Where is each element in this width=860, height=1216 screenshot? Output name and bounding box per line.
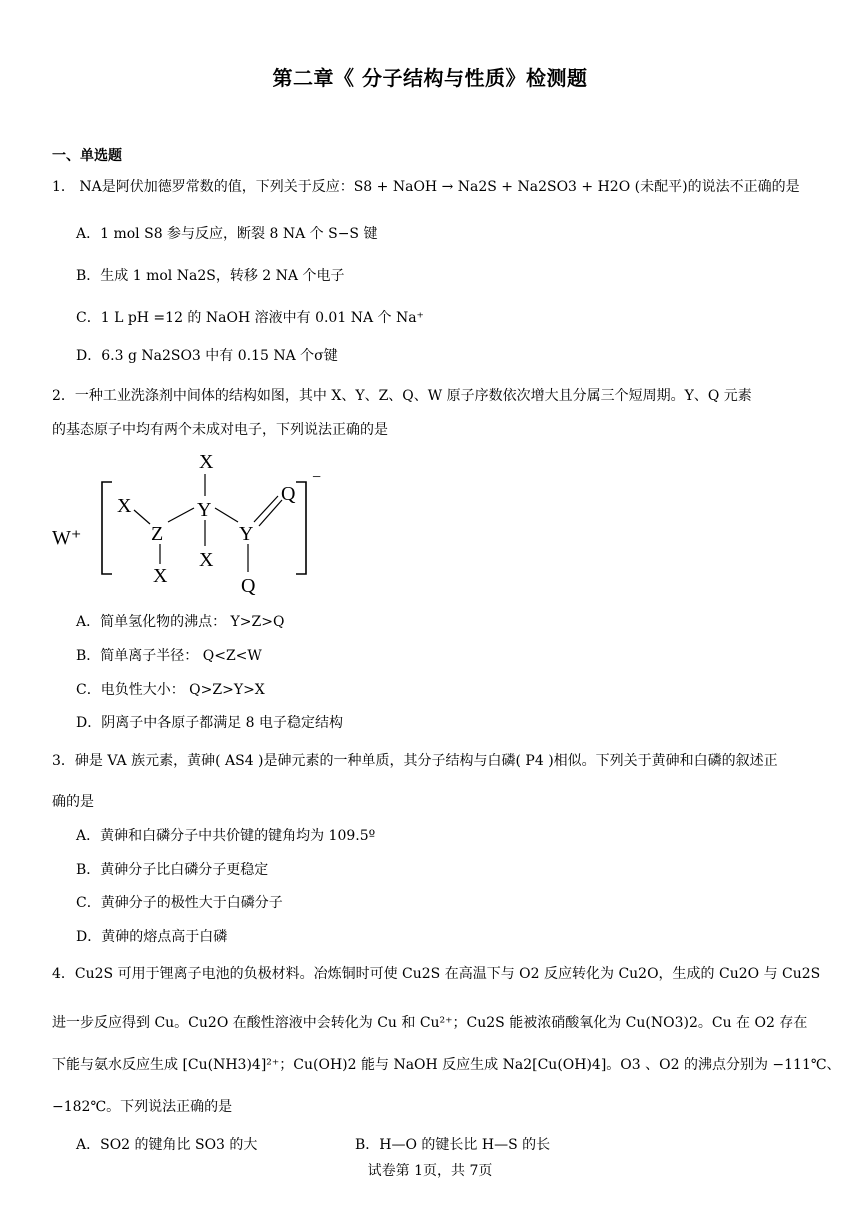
question-1-option-c: C．1 L pH =12 的 NaOH 溶液中有 0.01 NA 个 Na⁺ bbox=[76, 310, 424, 326]
page-footer: 试卷第 1页，共 7页 bbox=[367, 1163, 493, 1179]
question-4-option-b: B．H—O 的键长比 H—S 的长 bbox=[355, 1137, 551, 1153]
atom-y-right: Y bbox=[239, 523, 254, 545]
w-cation-label: W⁺ bbox=[52, 527, 82, 549]
question-3-stem-line-2: 确的是 bbox=[52, 794, 94, 810]
question-2-option-c: C．电负性大小： Q>Z>Y>X bbox=[76, 682, 265, 698]
question-2-option-d: D．阴离子中各原子都满足 8 电子稳定结构 bbox=[76, 715, 344, 731]
question-4-stem-line-1: 4．Cu2S 可用于锂离子电池的负极材料。冶炼铜时可使 Cu2S 在高温下与 O2 反应转化为 Cu2O，生成的 Cu2O 与 Cu2S bbox=[52, 966, 821, 982]
question-1-stem: 1． NA是阿伏加德罗常数的值，下列关于反应：S8 + NaOH → Na2S + Na2SO3 + H2O (未配平)的说法不正确的是 bbox=[52, 179, 800, 195]
question-3-option-b: B．黄砷分子比白磷分子更稳定 bbox=[76, 862, 269, 878]
atom-x-left: X bbox=[117, 495, 132, 517]
question-4-option-a: A．SO2 的键角比 SO3 的大 bbox=[76, 1137, 258, 1153]
question-3-stem-line-1: 3．砷是 VA 族元素，黄砷( AS4 )是砷元素的一种单质，其分子结构与白磷( P4 )相似。下列关于黄砷和白磷的叙述正 bbox=[52, 753, 778, 769]
atom-z: Z bbox=[151, 523, 164, 545]
atom-q-bottom: Q bbox=[241, 575, 256, 597]
atom-x-under-y: X bbox=[199, 549, 214, 571]
question-2-stem-line-1: 2．一种工业洗涤剂中间体的结构如图，其中 X、Y、Z、Q、W 原子序数依次增大且分属三个短周期。Y、Q 元素 bbox=[52, 388, 752, 404]
question-2-option-a: A．简单氢化物的沸点： Y>Z>Q bbox=[76, 614, 285, 630]
question-4-stem-line-3: 下能与氨水反应生成 [Cu(NH3)4]²⁺；Cu(OH)2 能与 NaOH 反应生成 Na2[Cu(OH)4]。O3 、O2 的沸点分别为 −111℃、 bbox=[52, 1057, 841, 1073]
page-title: 第二章《 分子结构与性质》检测题 bbox=[272, 66, 588, 90]
question-1-option-d: D．6.3 g Na2SO3 中有 0.15 NA 个σ键 bbox=[76, 348, 338, 364]
question-1-option-b: B．生成 1 mol Na2S，转移 2 NA 个电子 bbox=[76, 268, 345, 284]
molecular-structure-diagram bbox=[50, 450, 350, 600]
question-2-stem-line-2: 的基态原子中均有两个未成对电子，下列说法正确的是 bbox=[52, 422, 388, 438]
atom-q-top: Q bbox=[281, 483, 296, 505]
question-3-option-c: C．黄砷分子的极性大于白磷分子 bbox=[76, 895, 283, 911]
question-1-option-a: A．1 mol S8 参与反应，断裂 8 NA 个 S−S 键 bbox=[76, 226, 378, 242]
atom-x-under-z: X bbox=[153, 565, 168, 587]
question-3-option-a: A．黄砷和白磷分子中共价键的键角均为 109.5º bbox=[76, 828, 376, 844]
atom-x-top: X bbox=[199, 451, 214, 473]
question-2-option-b: B．简单离子半径： Q<Z<W bbox=[76, 648, 262, 664]
question-3-option-d: D．黄砷的熔点高于白磷 bbox=[76, 929, 228, 945]
anion-charge-label: − bbox=[312, 469, 322, 486]
atom-y-center: Y bbox=[197, 499, 212, 521]
question-4-stem-line-4: −182℃。下列说法正确的是 bbox=[52, 1099, 233, 1115]
section-heading: 一、单选题 bbox=[52, 148, 122, 164]
question-4-stem-line-2: 进一步反应得到 Cu。Cu2O 在酸性溶液中会转化为 Cu 和 Cu²⁺；Cu2S 能被浓硝酸氧化为 Cu(NO3)2。Cu 在 O2 存在 bbox=[52, 1015, 808, 1031]
